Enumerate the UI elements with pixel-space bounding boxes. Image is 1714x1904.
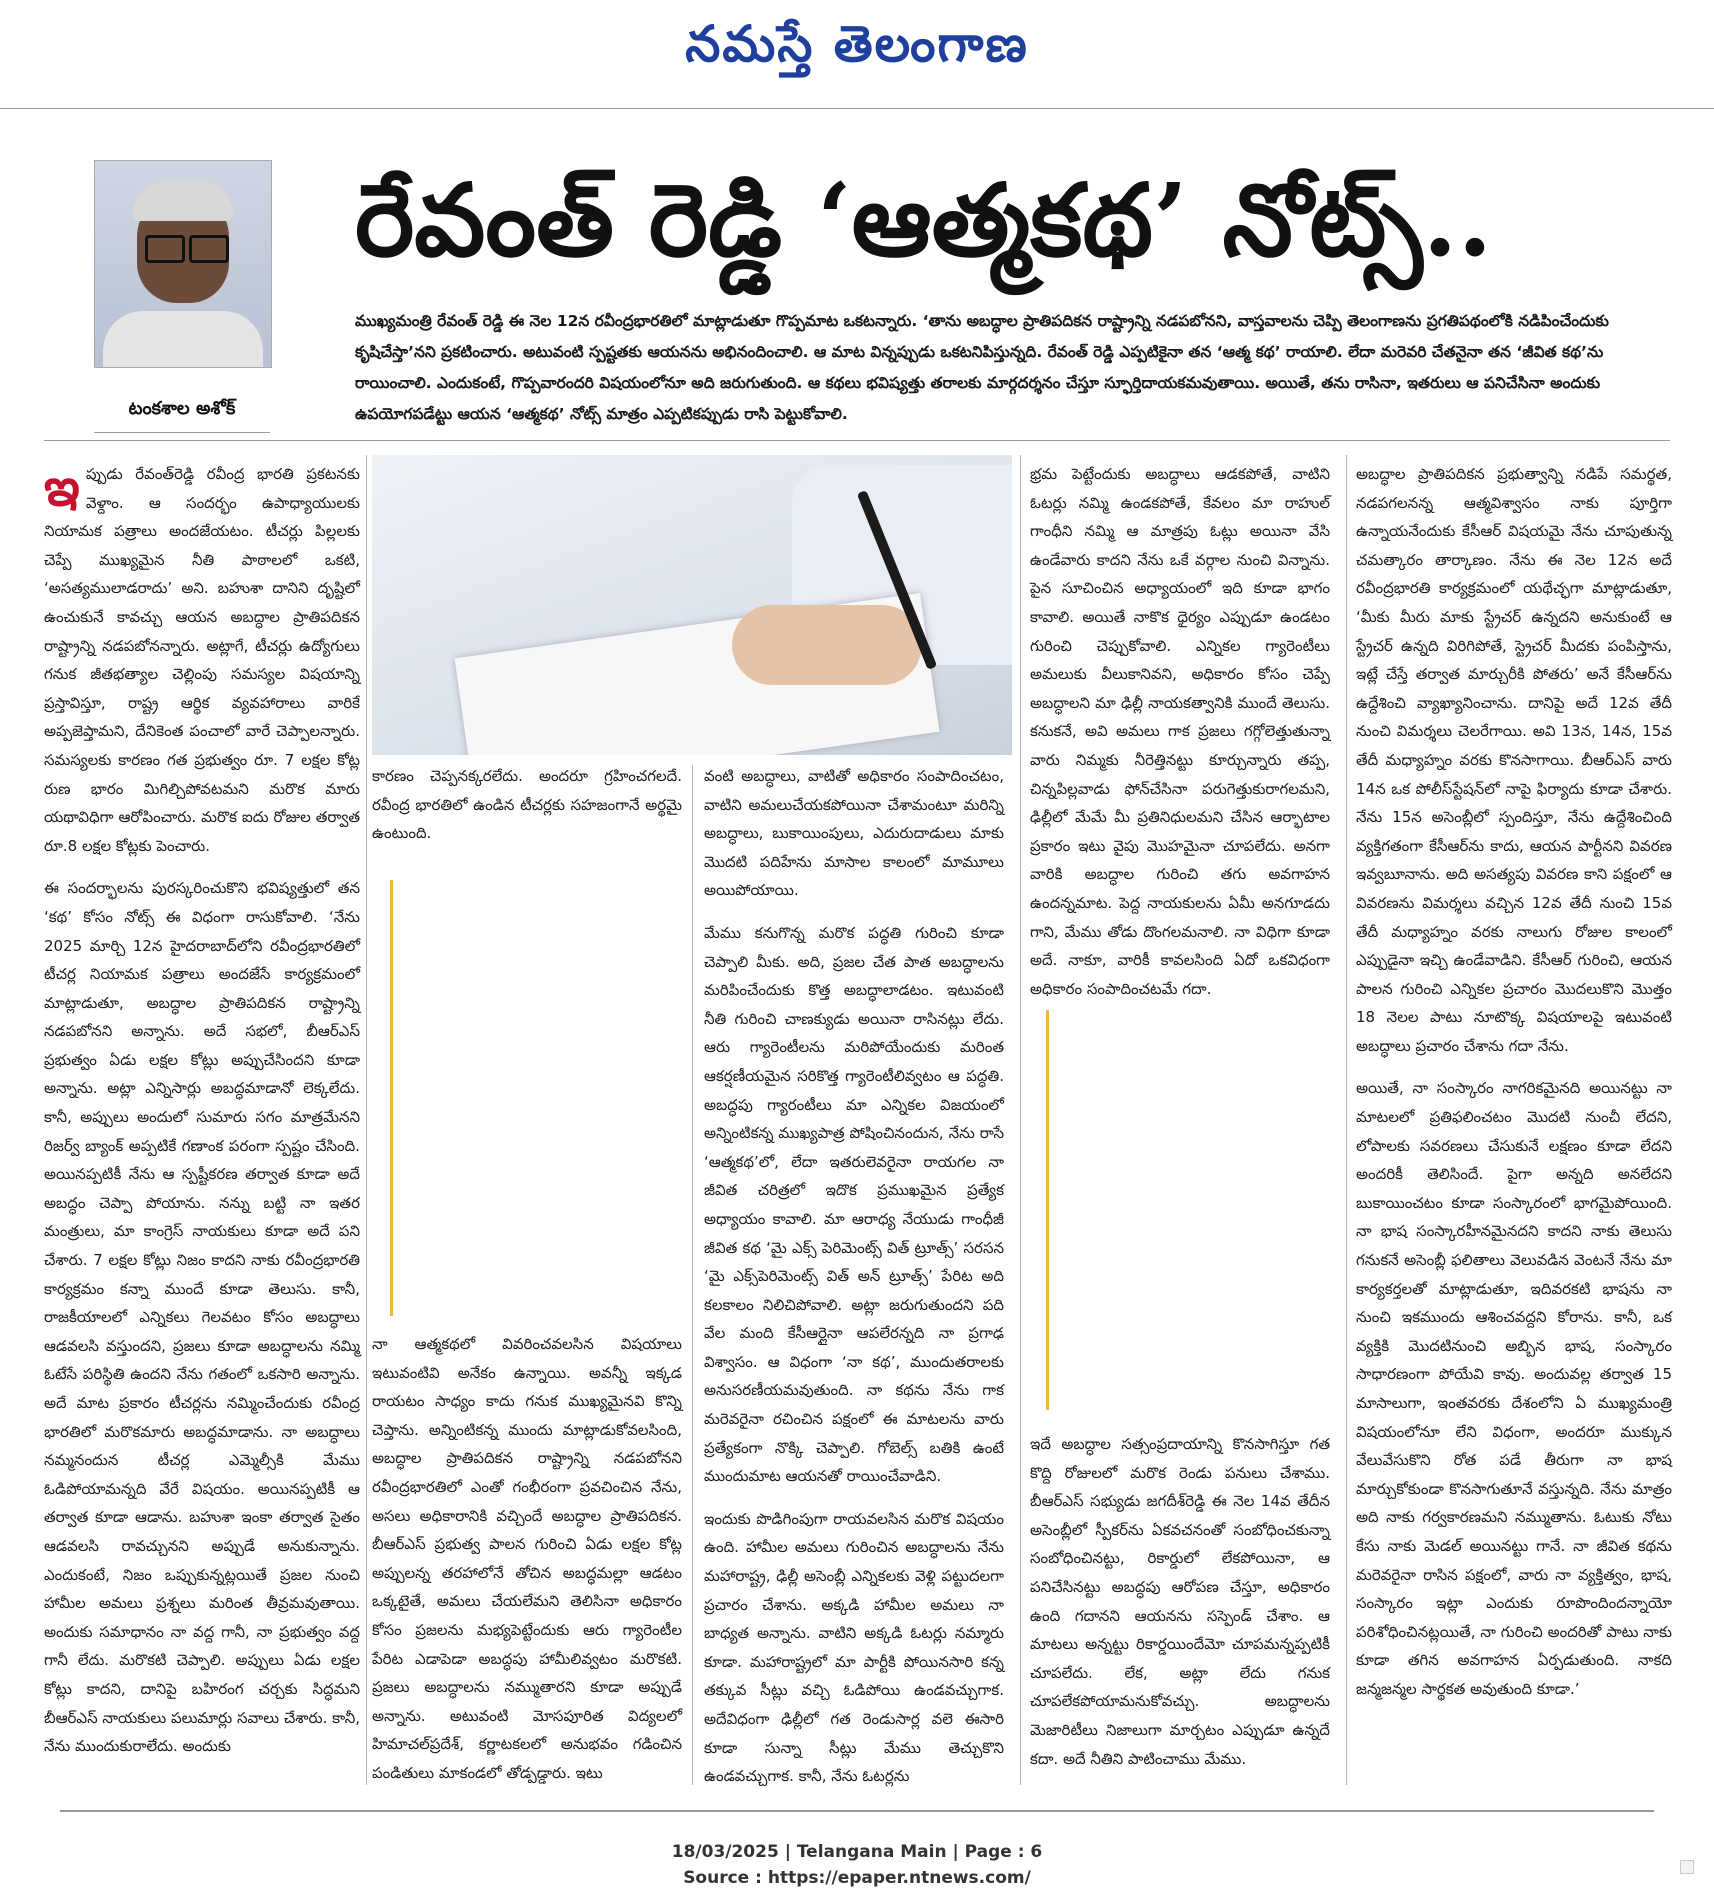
intro-paragraph: ముఖ్యమంత్రి రేవంత్ రెడ్డి ఈ నెల 12న రవీంద్రభారతిలో మాట్లాడుతూ గొప్పమాట ఒకటన్నారు. ‘తాను అబద్ధాల ప్రాతిపదికన రాష్ట్రాన్ని నడపబోనని, వాస్తవాలను చెప్పి తెలంగాణను ప్రగతిపథంలోకి నడిపించేందుకు కృషిచేస్తా’నని ప్రకటించారు. అటువంటి స్పష్టతకు ఆయనను అభినందించాలి. ఆ మాట విన్నప్పుడు ఒకటనిపిస్తున్నది. రేవంత్ రెడ్డి ఎప్పటికైనా తన ‘ఆత్మ కథ’ రాయాలి. లేదా మరెవరి చేతనైనా తన ‘జీవిత కథ’ను రాయించాలి. ఎందుకంటే, గొప్పవారందరి విషయంలోనూ అది జరుగుతుంది. ఆ కథలు భవిష్యత్తు తరాలకు మార్గదర్శనం చేస్తూ స్ఫూర్తిదాయకమవుతాయి. అయితే, తను రాసినా, ఇతరులు ఆ పనిచేసినా అందుకు ఉపయోగపడేట్టు ఆయన ‘ఆత్మకథ’ నోట్స్ మాత్రం ఎప్పటికప్పుడు రాసి పెట్టుకోవాలి. (355, 312, 1609, 423)
column-divider (692, 765, 693, 1785)
column-divider (366, 455, 367, 1785)
article-column-4 (1030, 460, 1330, 1017)
column-2-paragraph-2: నా ఆత్మకథలో వివరించవలసిన విషయాలు ఇటువంటివి అనేకం ఉన్నాయి. అవన్నీ ఇక్కడ రాయటం సాధ్యం కాదు గనుక ముఖ్యమైనవి కొన్ని చెప్తాను. అన్నింటికన్న ముందు మాట్లాడుకోవలసింది, అబద్ధాల ప్రాతిపదికన రాష్ట్రాన్ని నడపబోనని రవీంద్రభారతిలో ఎంతో గంభీరంగా ప్రవచించిన నేను, అసలు అధికారానికి వచ్చిందే అబద్ధాల ప్రాతిపదికన. బీఆర్ఎస్ ప్రభుత్వ పాలన గురించి ఏడు లక్షల కోట్ల అప్పులన్న తరహాలోనే తోచిన అబద్ధమల్లా ఆడటం ఒక్కటైతే, అమలు చేయలేమని తెలిసినా అధికారం కోసం ప్రజలను మభ్యపెట్టేందుకు ఆరు గ్యారెంటీల పేరిట ఎడాపెడా అబద్ధపు హామీలివ్వటం మరొకటి. ప్రజలు అబద్ధాలను నమ్ముతారని కూడా అప్పుడే అన్నాను. అటువంటి మోసపూరిత విద్యలలో హిమాచల్‌ప్రదేశ్, కర్ణాటకలలో అనుభవం గడించిన పండితులు మాకండలో తోడ్పడ్డారు. ఇటు (372, 1335, 682, 1782)
author-byline: టంకశాల అశోక్ (128, 398, 236, 419)
column-5-paragraph-2: అయితే, నా సంస్కారం నాగరికమైనది అయినట్టు నా మాటలలో ప్రతిఫలించటం మొదటి నుంచీ లేదని, లోపాలకు సవరణలు చేసుకునే లక్షణం కూడా లేదని అందరికీ తెలిసిందే. పైగా అన్నది అనలేదని బుకాయించటం కూడా సంస్కారంలో భాగమైపోయింది. నా భాష సంస్కారహీనమైనదని కాదని నాకు తెలుసు గనుకనే అసెంబ్లీ ఫలితాలు వెలువడిన వెంటనే నేను మా కార్యకర్తలతో మాట్లాడుతూ, ఇదివరకటి భాషను నా నుంచి ఇకముందు ఆశించవద్దని కోరాను. కానీ, ఒక వ్యక్తికి మొదటినుంచి అబ్బిన భాష, సంస్కారం సాధారణంగా పోయేవి కావు. అందువల్ల తర్వాత 15 మాసాలుగా, ఇంతవరకు దేశంలోని ఏ ముఖ్యమంత్రి విషయంలోనూ లేని విధంగా, అందరూ ముక్కున వేలువేసుకొని రోత పడే తీరుగా నా భాష మార్చుకోకుండా కొనసాగుతూనే వస్తున్నది. నేను మాత్రం అది నాకు గర్వకారణమని నమ్ముతాను. ఓటుకు నోటు కేసు నాకు మెడల్ అయినట్టు గానే. నా జీవిత కథను మరెవరైనా రాసిన పక్షంలో, వారు నా వ్యక్తిత్వం, భాష, సంస్కారం ఇట్లా ఎందుకు రూపొందిందన్నాయో పరిశోధించినట్లయితే, నా గురించి అందరితో పాటు నాకు కూడా తగిన అవగాహన ఏర్పడుతుంది. నాకది జన్మజన్మల సార్థకత అవుతుంది కూడా.’ (1356, 1079, 1672, 1698)
headline: రేవంత్ రెడ్డి ‘ఆత్మకథ’ నోట్స్.. (355, 161, 1493, 279)
drop-cap: ఇ (44, 457, 80, 518)
column-4-paragraph-2: ఇదే అబద్ధాల సత్సంప్రదాయాన్ని కొనసాగిస్తూ గత కొద్ది రోజులలో మరొక రెండు పనులు చేశాము. బీఆర్ఎస్ సభ్యుడు జగదీశ్‌రెడ్డి ఈ నెల 14వ తేదీన అసెంబ్లీలో స్పీకర్‌ను ఏకవచనంతో సంబోధించకున్నా సంబోధించినట్టు, రికార్డులో లేకపోయినా, ఆ పనిచేసినట్టు అబద్ధపు ఆరోపణ చేస్తూ, అధికారం ఉంది గదానని ఆయనను సస్పెండ్ చేశాం. ఆ మాటలు అన్నట్టు రికార్డయిందేమో చూపమన్నప్పటికీ చూపలేదు. లేక, అట్లా లేదు గనుక చూపలేకపోయామనుకోవచ్చు. అబద్ధాలను మెజారిటీలు నిజాలుగా మార్చటం ఎప్పుడూ ఉన్నదే కదా. అదే నీతిని పాటించాము మేము. (1030, 1435, 1330, 1768)
article-column-5 (1356, 460, 1672, 1718)
column-3-paragraph-1: వంటి అబద్ధాలు, వాటితో అధికారం సంపాదించటం, వాటిని అమలుచేయకపోయినా చేశామంటూ మరిన్ని అబద్ధాలు, బుకాయింపులు, ఎదురుదాడులు మాకు మొదటి పదిహేను మాసాల కాలంలో మామూలు అయిపోయాయి. (704, 767, 1004, 900)
column-divider (1346, 455, 1347, 1785)
article-image-writing-hand (372, 455, 1012, 755)
column-3-paragraph-2: మేము కనుగొన్న మరొక పద్ధతి గురించి కూడా చెప్పాలి మీకు. అది, ప్రజల చేత పాత అబద్ధాలను మరిపించేందుకు కొత్త అబద్ధాలాడటం. ఇటువంటి నీతి గురించి చాణక్యుడు అయినా రాసినట్లు లేదు. ఆరు గ్యారెంటీలను మరిపోయేందుకు మరింత ఆకర్షణీయమైన సరికొత్త గ్యారెంటీలివ్వటం ఆ పద్ధతి. అబద్ధపు గ్యారంటీలు మా ఎన్నికల విజయంలో అన్నింటికన్న ముఖ్యపాత్ర పోషించినందున, నేను రాసే ‘ఆత్మకథ’లో, లేదా ఇతరులెవరైనా రాయగల నా జీవిత చరిత్రలో ఇదొక ప్రముఖమైన ప్రత్యేక అధ్యాయం కావాలి. మా ఆరాధ్య నేయుడు గాంధీజీ జీవిత కథ ‘మై ఎక్స్ పెరిమెంట్స్ విత్ ట్రూత్స్’ సరసన ‘మై ఎక్స్‌పెరిమెంట్స్ విత్ అన్ ట్రూత్స్’ పేరిట అది కలకాలం నిలిచిపోవాలి. అట్లా జరుగుతుందని పది వేల మంది కేసీఆర్లైనా ఆపలేరన్నది నా ప్రగాఢ విశ్వాసం. ఆ విధంగా ‘నా కథ’, ముందుతరాలకు అనుసరణీయమవుతుంది. నా కథను నేను గాక మరెవరైనా రచించిన పక్షంలో ఈ మాటలను వారు ప్రత్యేకంగా నొక్కి చెప్పాలి. గోబెల్స్ బతికి ఉంటే ముందుమాట ఆయనతో రాయించేవాడిని. (704, 923, 1004, 1486)
masthead (0, 0, 1714, 90)
article-column-1 (44, 457, 360, 1775)
article-column-2-continued (372, 1330, 682, 1802)
footer-divider (60, 1810, 1654, 1812)
column-3-paragraph-3: ఇందుకు పొడిగింపుగా రాయవలసిన మరొక విషయం ఉంది. హామీల అమలు గురించిన అబద్ధాలను నేను మహారాష్ట్ర, ఢిల్లీ అసెంబ్లీ ఎన్నికలకు వెళ్లి పట్టుదలగా ప్రచారం చేశాను. అక్కడి హామీల అమలు నా బాధ్యత అన్నాను. వాటిని అక్కడి ఓటర్లు నమ్మారు కూడా. మహారాష్ట్రలో మా పార్టీకి పోయినసారి కన్న తక్కువ సీట్లు వచ్చి ఓడిపోయి ఉండవచ్చుగాక. అదేవిధంగా ఢిల్లీలో గత రెండుసార్ల వలె ఈసారి కూడా సున్నా సీట్లు మేము తెచ్చుకొని ఉండవచ్చుగాక. కానీ, నేను ఓటర్లను (704, 1509, 1004, 1786)
masthead-divider (0, 108, 1714, 109)
article-column-3 (704, 762, 1004, 1805)
pull-quote-bar (390, 880, 393, 1316)
column-4-paragraph-1: భ్రమ పెట్టేందుకు అబద్ధాలు ఆడకపోతే, వాటిని ఓటర్లు నమ్మి ఉండకపోతే, కేవలం మా రాహుల్ గాంధీని నమ్మి ఆ మాత్రపు ఓట్లు అయినా వేసి ఉండేవారు కాదని నేను ఒకే వర్గాల నుంచి విన్నాను. పైన సూచించిన అధ్యాయంలో ఇది కూడా భాగం కావాలి. అయితే నాకొక ధైర్యం ఎప్పుడూ ఉండటం గురించి చెప్పుకోవాలి. ఎన్నికల గ్యారెంటీలు అమలుకు వీలుకానివని, అధికారం కోసం చెప్పే అబద్ధాలని మా ఢిల్లీ నాయకత్వానికి ముందే తెలుసు. కనుకనే, అవి అమలు గాక ప్రజలు గగ్గోలెత్తుతున్నా వారు నిమ్మకు నీరెత్తినట్టు కూర్చున్నారు తప్ప, చిన్నపిల్లవాడు ఫోన్‌చేసినా పరుగెత్తుకురాగలమని, ఢిల్లీలో మేమే మీ ప్రతినిధులమని చేసిన ఆర్భాటాల ప్రకారం ఇటు వైపు మొహమైనా చూపలేదు. అనగా వారికి అబద్ధాల గురించి తగు అవగాహన ఉందన్నమాట. పెద్ద నాయకులను ఏమీ అనగూడదు గాని, మేము తోడు దొంగలమనాలి. నా విధిగా కూడా అదే. నాకూ, వారికీ కావలసింది ఏదో ఒకవిధంగా అధికారం సంపాదించటమే గదా. (1030, 465, 1330, 998)
author-photo (94, 160, 272, 368)
column-1-paragraph-2: ఈ సందర్భాలను పురస్కరించుకొని భవిష్యత్తులో తన ‘కథ’ కోసం నోట్స్ ఈ విధంగా రాసుకోవాలి. ‘నేను 2025 మార్చి 12న హైదరాబాద్‌లోని రవీంద్రభారతిలో టీచర్ల నియామక పత్రాలు అందజేసే కార్యక్రమంలో మాట్లాడుతూ, అబద్ధాల ప్రాతిపదికన రాష్ట్రాన్ని నడపబోనని అన్నాను. అదే సభలో, బీఆర్ఎస్ ప్రభుత్వం ఏడు లక్షల కోట్లు అప్పుచేసిందని కూడా అన్నాను. అట్లా ఎన్నిసార్లు అబద్ధమాడానో లెక్కలేదు. కానీ, అప్పులు అందులో సుమారు సగం మాత్రమేనని రిజర్వ్ బ్యాంక్ అప్పటికే గణాంక పరంగా స్పష్టం చేసింది. అయినప్పటికీ నేను ఆ స్పష్టీకరణ తర్వాత కూడా అదే అబద్ధం చెప్పా పోయాను. నన్ను బట్టి నా ఇతర మంత్రులు, మా కాంగ్రెస్ నాయకులు కూడా అదే పని చేశారు. 7 లక్షల కోట్లు నిజం కాదని నాకు రవీంద్రభారతి కార్యక్రమం కన్నా ముందే కూడా తెలుసు. కానీ, రాజకీయాలలో ఎన్నికలు గెలవటం కోసం అబద్ధాలు ఆడవలసి వస్తుందని, ప్రజలు కూడా అబద్ధాలను నమ్మి ఓటేసే పరిస్థితి ఉందని నేను గతంలో ఒకసారి అన్నాను. అదే మాట ప్రకారం టీచర్లను నమ్మించేందుకు రవీంద్ర భారతిలో మరొకమారు అబద్ధమాడాను. నా అబద్ధాలు నమ్మనందున టీచర్ల ఎమ్మెల్సీకి మేము ఓడిపోయామన్నది వేరే విషయం. అయినప్పటికీ ఆ తర్వాత కూడా ఆడాను. బహుశా ఇంకా తర్వాత సైతం ఆడవలసి రావచ్చునని అప్పుడే అనుకున్నాను. ఎందుకంటే, నిజం ఒప్పుకున్నట్లయితే ప్రజల నుంచి హామీల అమలు ప్రశ్నలు మరింత తీవ్రమవుతాయి. అందుకు సమాధానం నా వద్ద గానీ, నా ప్రభుత్వం వద్ద గానీ లేదు. మరొకటి చెప్పాలి. అప్పులు ఏడు లక్షల కోట్లు కాదని, దానిపై బహిరంగ చర్చకు సిద్ధమని బీఆర్ఎస్ నాయకులు పలుమార్లు సవాలు చేశారు. కానీ, నేను ముందుకురాలేదు. అందుకు (44, 879, 360, 1756)
pull-quote-bar (1046, 1010, 1049, 1410)
scroll-corner[interactable] (1680, 1860, 1694, 1874)
column-divider (1020, 455, 1021, 1785)
column-2-paragraph-1: కారణం చెప్పనక్కరలేదు. అందరూ గ్రహించగలదే. రవీంద్ర భారతిలో ఉండిన టీచర్లకు సహజంగానే అర్థమై ఉంటుంది. (372, 767, 682, 843)
column-5-paragraph-1: అబద్ధాల ప్రాతిపదికన ప్రభుత్వాన్ని నడిపే సమర్థత, నడపగలనన్న ఆత్మవిశ్వాసం నాకు పూర్తిగా ఉన్నాయనేందుకు కేసీఆర్ విషయమై నేను చూపుతున్న చమత్కారం తార్కాణం. నేను ఈ నెల 12న అదే రవీంద్రభారతి కార్యక్రమంలో యథేచ్ఛగా మాట్లాడుతూ, ‘మీకు మీరు మాకు స్ట్రేచర్ ఉన్నదని అనుకుంటే ఆ స్ట్రేచర్ ఉన్నది విరిగిపోతే, స్ట్రెచర్ మీదకు పంపిస్తాను, ఇట్లే చేస్తే తర్వాత మార్చురీకి పోతరు’ అనే కేసీఆర్‌ను ఉద్దేశించి వ్యాఖ్యానించాను. దానిపై అదే 12వ తేదీ నుంచి విమర్శలు చెలరేగాయి. అవి 13న, 14న, 15వ తేదీ మధ్యాహ్నం వరకు కొనసాగాయి. బీఆర్ఎస్ వారు 14న ఒక పోలీస్‌స్టేషన్‌లో నాపై ఫిర్యాదు కూడా చేశారు. నేను 15న అసెంబ్లీలో స్పందిస్తూ, నేను ఉద్దేశించింది వ్యక్తిగతంగా కేసీఆర్‌ను కాదు, ఆయన పార్టీనని వివరణ ఇవ్వబూనాను. అది అసత్యపు వివరణ కాని పక్షంలో ఆ వివరణను విమర్శలు వచ్చిన 12వ తేదీ నుంచి 15వ తేదీ మధ్యాహ్నం వరకు నాలుగు రోజుల కాలంలో ఎప్పుడైనా ఇచ్చి ఉండేవాడిని. కేసీఆర్ గురించి, ఆయన పాలన గురించి ఎన్నికల ప్రచారం మొదలుకొని మొత్తం 18 నెలల పాటు నూటొక్క విషయాలపై ఇటువంటి అబద్ధాలు ప్రచారం చేశాను గదా నేను. (1356, 465, 1672, 1055)
column-1-paragraph-1: ప్పుడు రేవంత్‌రెడ్డి రవీంద్ర భారతి ప్రకటనకు వెళ్దాం. ఆ సందర్భం ఉపాధ్యాయులకు నియామక పత్రాలు అందజేయటం. టీచర్లు పిల్లలకు చెప్పే ముఖ్యమైన నీతి పాఠాలలో ఒకటి, ‘అసత్యములాడరాదు’ అని. బహుశా దానిని దృష్టిలో ఉంచుకునే కావచ్చు ఆయన అబద్ధాల ప్రాతిపదికన రాష్ట్రాన్ని నడపబోనన్నారు. అట్లాగే, టీచర్లు ఉద్యోగులు గనుక జీతభత్యాల చెల్లింపు సమస్యల విషయాన్ని ప్రస్తావిస్తూ, రాష్ట్ర ఆర్థిక వ్యవహారాలు వారికే అప్పజెప్తామని, దేనికెంత పంచాలో వారే చెప్పాలన్నారు. సమస్యలకు కారణం గత ప్రభుత్వం రూ. 7 లక్షల కోట్ల రుణ భారం మిగిల్చిపోవటమని మరొక మారు యథావిధిగా ఆరోపించారు. మరొక ఐదు రోజుల తర్వాత రూ.8 లక్షల కోట్లకు పెంచారు. (44, 465, 360, 855)
newspaper-logo: నమస్తే తెలంగాణ (685, 14, 1029, 73)
intro-divider (44, 440, 1670, 441)
article-column-2 (372, 762, 682, 862)
footer-source: Source : https://epaper.ntnews.com/ (683, 1868, 1031, 1888)
article-column-4-continued (1030, 1430, 1330, 1787)
footer-dateline: 18/03/2025 | Telangana Main | Page : 6 (671, 1842, 1043, 1862)
byline-divider (94, 432, 270, 433)
